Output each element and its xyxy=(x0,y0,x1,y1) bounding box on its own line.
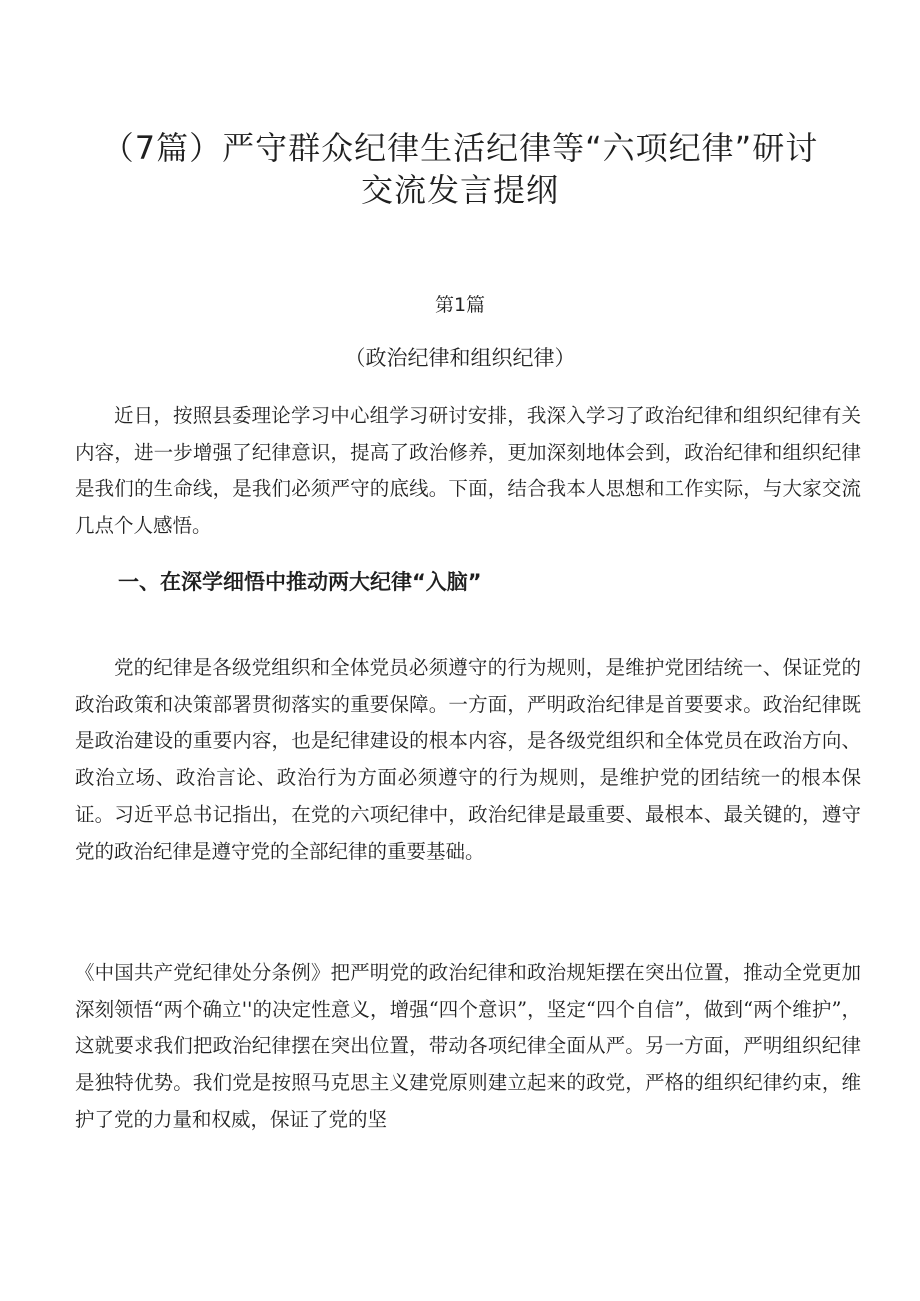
section-heading: 一、在深学细悟中推动两大纪律“入脑” xyxy=(118,570,482,594)
body-paragraph: 近日，按照县委理论学习中心组学习研讨安排，我深入学习了政治纪律和组织纪律有关内容，进一步增强了纪律意识，提高了政治修养，更加深刻地体会到，政治纪律和组织纪律是我们的生命线，是我们必须严守的底线。下面，结合我本人思想和工作实际，与大家交流几点个人感悟。 xyxy=(75,404,861,538)
document-title-line-1: （7篇）严守群众纪律生活纪律等“六项纪律”研讨 xyxy=(101,129,819,167)
document-title-line-2: 交流发言提纲 xyxy=(360,171,559,209)
part-label: 第1篇 xyxy=(434,294,486,316)
section-subtitle: （政治纪律和组织纪律） xyxy=(344,346,576,370)
body-paragraph: 《中国共产党纪律处分条例》把严明党的政治纪律和政治规矩摆在突出位置，推动全党更加深刻领悟“两个确立''的决定性意义，增强“四个意识”，坚定“四个自信”，做到“两个维护”，这就要求我们把政治纪律摆在突出位置，带动各项纪律全面从严。另一方面，严明组织纪律是独特优势。我们党是按照马克思主义建党原则建立起来的政党，严格的组织纪律约束，维护了党的力量和权威，保证了党的坚 xyxy=(75,961,861,1131)
body-paragraph: 党的纪律是各级党组织和全体党员必须遵守的行为规则，是维护党团结统一、保证党的政治政策和决策部署贯彻落实的重要保障。一方面，严明政治纪律是首要要求。政治纪律既是政治建设的重要内容，也是纪律建设的根本内容，是各级党组织和全体党员在政治方向、政治立场、政治言论、政治行为方面必须遵守的行为规则，是维护党的团结统一的根本保证。习近平总书记指出，在党的六项纪律中，政治纪律是最重要、最根本、最关键的，遵守党的政治纪律是遵守党的全部纪律的重要基础。 xyxy=(75,656,861,863)
